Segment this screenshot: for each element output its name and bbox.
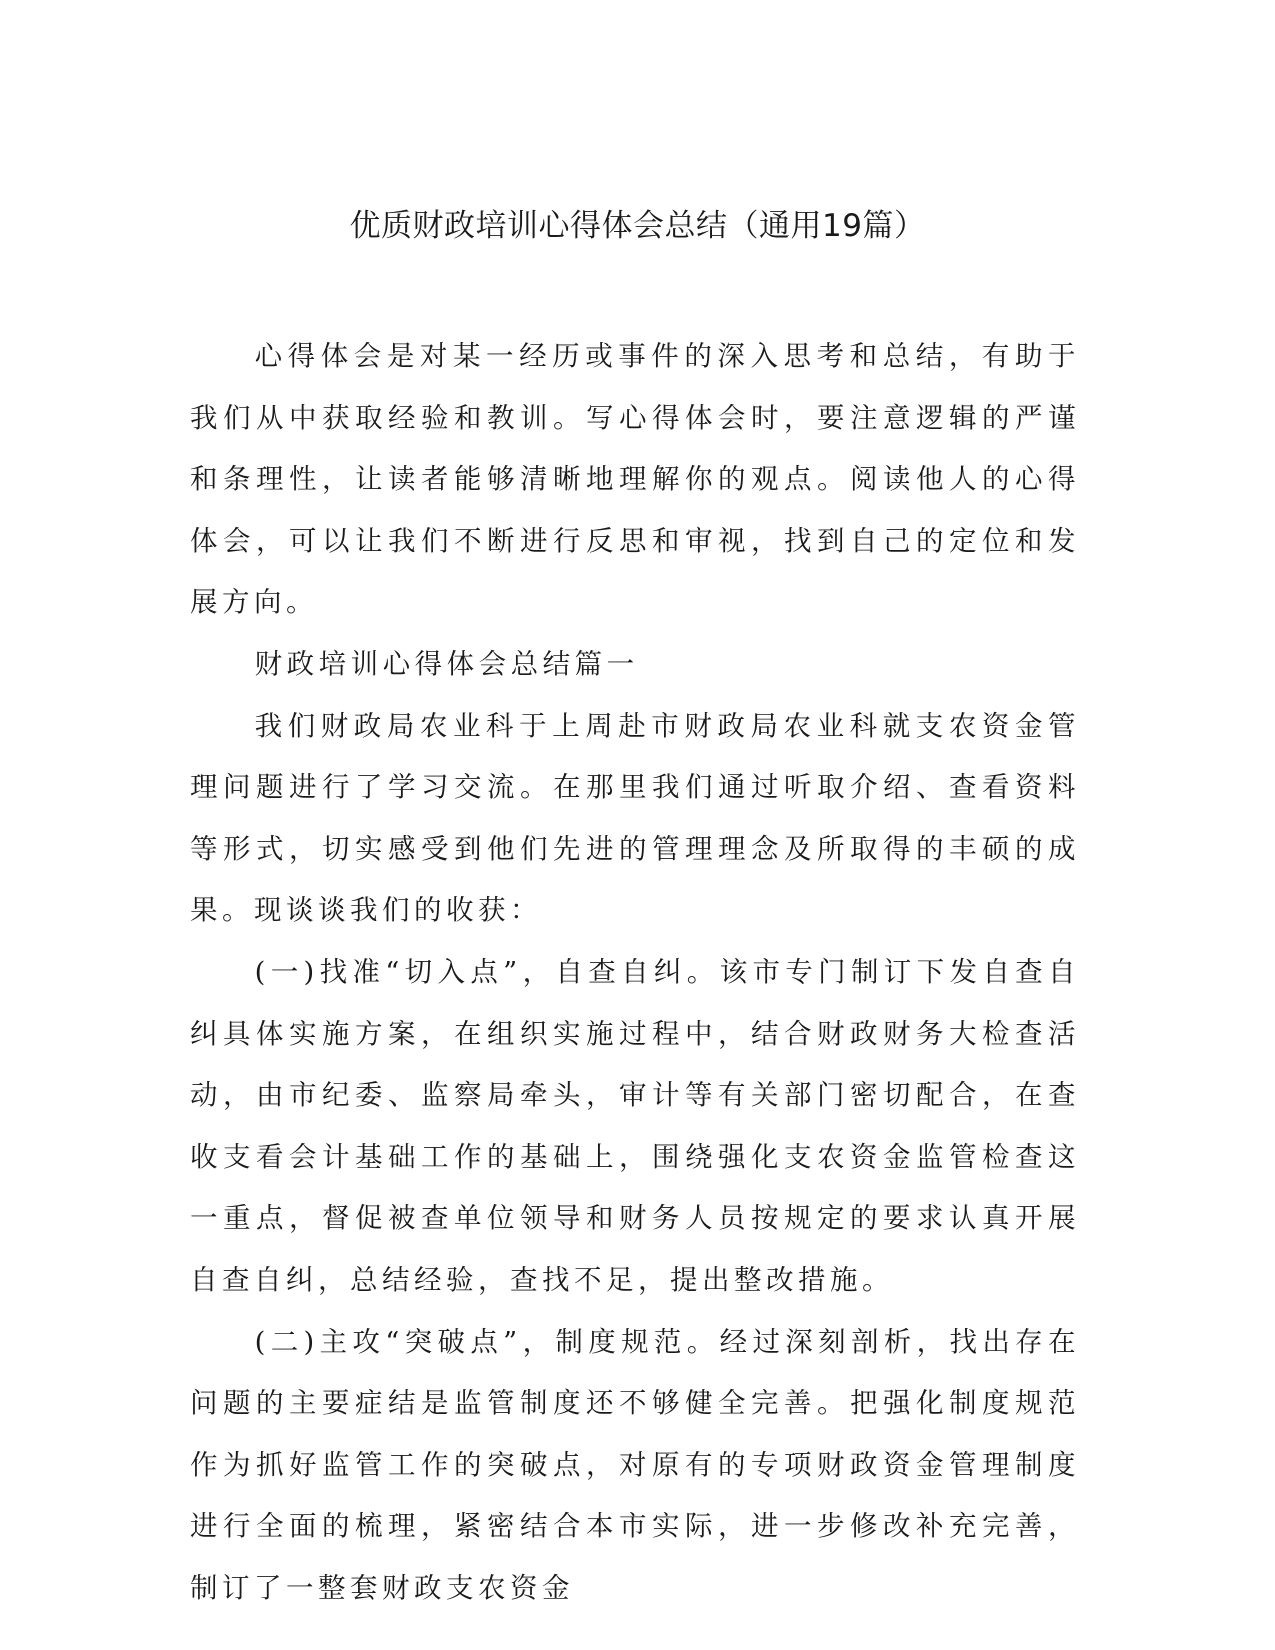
intro-paragraph: 心得体会是对某一经历或事件的深入思考和总结，有助于我们从中获取经验和教训。写心得体会时，要注意逻辑的严谨和条理性，让读者能够清晰地理解你的观点。阅读他人的心得体会，可以让我们不断进行反思和审视，找到自己的定位和发展方向。 — [190, 340, 1080, 619]
body-paragraph-1: 我们财政局农业科于上周赴市财政局农业科就支农资金管理问题进行了学习交流。在那里我们通过听取介绍、查看资料等形式，切实感受到他们先进的管理理念及所取得的丰硕的成果。现谈谈我们的收获： — [190, 709, 1080, 927]
body-paragraph-3: (二)主攻“突破点”，制度规范。经过深刻剖析，找出存在问题的主要症结是监管制度还不够健全完善。把强化制度规范作为抓好监管工作的突破点，对原有的专项财政资金管理制度进行全面的梳理，紧密结合本市实际，进一步修改补充完善，制订了一整套财政支农资金 — [190, 1325, 1080, 1604]
document-title: 优质财政培训心得体会总结（通用19篇） — [349, 208, 926, 244]
body-paragraph-2: (一)找准“切入点”，自查自纠。该市专门制订下发自查自纠具体实施方案，在组织实施过程中，结合财政财务大检查活动，由市纪委、监察局牵头，审计等有关部门密切配合，在查收支看会计基础工作的基础上，围绕强化支农资金监管检查这一重点，督促被查单位领导和财务人员按规定的要求认真开展自查自纠，总结经验，查找不足，提出整改措施。 — [190, 955, 1080, 1296]
section-heading: 财政培训心得体会总结篇一 — [254, 647, 639, 680]
document-body — [190, 326, 1080, 1619]
